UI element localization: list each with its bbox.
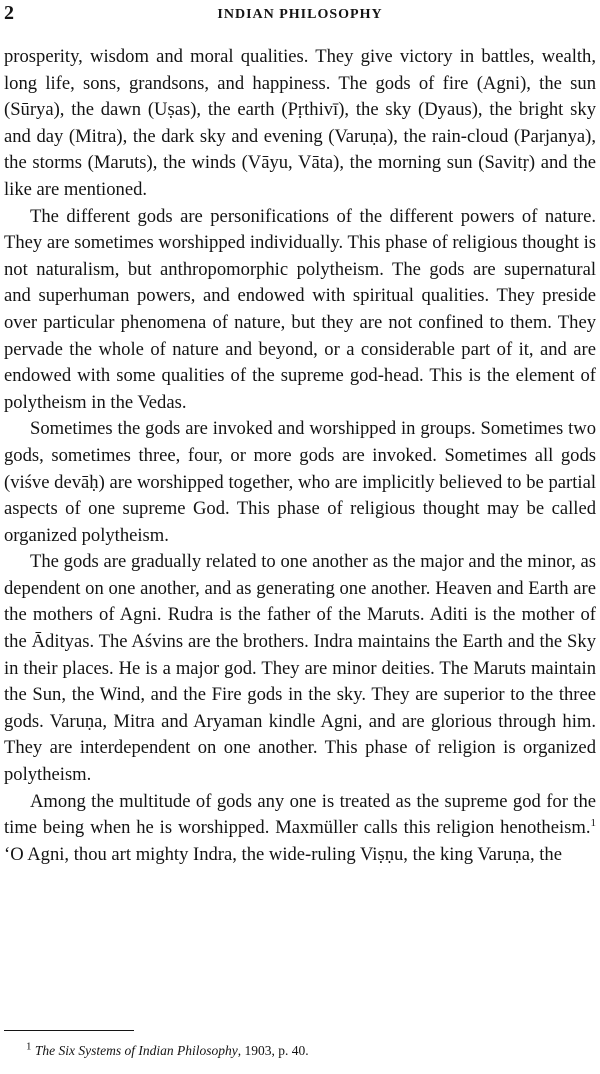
paragraph-henotheism <box>4 789 596 869</box>
page-header <box>4 2 596 28</box>
footnote-title: The Six Systems of Indian Philosophy <box>34 1043 238 1058</box>
paragraph-groups: Sometimes the gods are invoked and worshipped in groups. Sometimes two gods, sometimes three, four, or more gods are invoked. Sometimes all gods (viśve devāḥ) are worshipped together, who are implicitly believed to be partial aspects of one supreme God. This phase of religious thought may be called organized polytheism. <box>4 418 596 546</box>
footnote-reference[interactable]: 1 <box>590 817 596 830</box>
footnote-rule <box>4 1030 134 1031</box>
footnote-mark: 1 <box>26 1040 32 1053</box>
paragraph-related-gods: The gods are gradually related to one another as the major and the minor, as dependent on one another, and as generating one another. Heaven and Earth are the mothers of Agni. Rudra is the father of the Maruts. Aditi is the mother of the Ādityas. The Aśvins are the brothers. Indra maintains the Earth and the Sky in their places. He is a major god. They are minor deities. The Maruts maintain the Sun, the Wind, and the Fire gods in the sky. They are superior to the three gods. Varuṇa, Mitra and Aryaman kindle Agni, and are glorious through him. They are interdependent on one another. This phase of religion is organized polytheism. <box>4 551 596 786</box>
page-body <box>4 44 596 868</box>
henotheism-text: Among the multitude of gods any one is treated as the supreme god for the time being when he is worshipped. Maxmüller calls this religion henotheism. <box>4 790 596 839</box>
footnote <box>26 1042 596 1060</box>
page-number: 2 <box>4 2 14 24</box>
quotation-text: ‘O Agni, thou art mighty Indra, the wide-ruling Viṣṇu, the king Varuṇa, the <box>4 843 562 865</box>
running-head: INDIAN PHILOSOPHY <box>217 7 383 22</box>
footnote-citation: , 1903, p. 40. <box>237 1043 309 1058</box>
paragraph-personifications: The different gods are personifications of the different powers of nature. They are sometimes worshipped individually. This phase of religious thought is not naturalism, but anthropomorphic polytheism. The gods are supernatural and superhuman powers, and endowed with spiritual qualities. They preside over particular phenomena of nature, but they are not confined to them. They pervade the whole of nature and beyond, or a considerable part of it, and are endowed with some qualities of the supreme god-head. This is the element of polytheism in the Vedas. <box>4 205 596 413</box>
paragraph-continued: prosperity, wisdom and moral qualities. They give victory in battles, wealth, long life, sons, grandsons, and happiness. The gods of fire (Agni), the sun (Sūrya), the dawn (Uṣas), the earth (Pṛthivī), the sky (Dyaus), the bright sky and day (Mitra), the dark sky and evening (Varuṇa), the rain-cloud (Parjanya), the storms (Maruts), the winds (Vāyu, Vāta), the morning sun (Savitṛ) and the like are mentioned. <box>4 46 596 200</box>
